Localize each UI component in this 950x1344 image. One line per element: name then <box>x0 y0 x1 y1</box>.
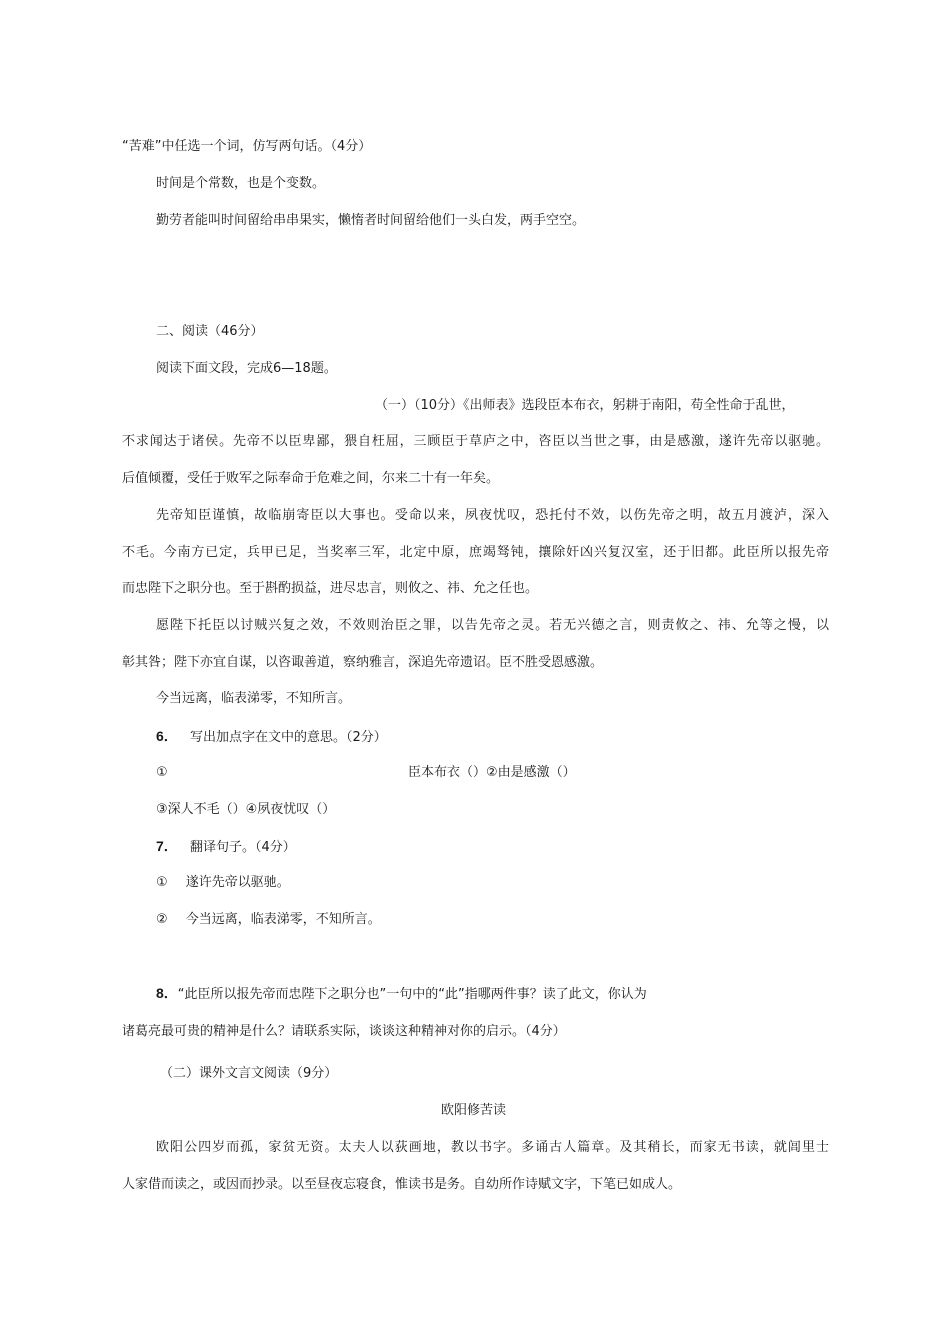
q7-item-2 <box>156 912 381 928</box>
passage-1-line: 不求闻达于诸侯。先帝不以臣卑鄙，猥自枉屈，三顾臣于草庐之中，咨臣以当世之事，由是感激，遂许先帝以驱驰。 <box>122 434 829 449</box>
passage-1-line: 不毛。今南方已定，兵甲已足，当奖率三军，北定中原，庶竭驽钝，攘除奸凶兴复汉室，还于旧都。此臣所以报先帝 <box>122 545 829 560</box>
example-sentence-2: 勤劳者能叫时间留给串串果实，懒惰者时间留给他们一头白发，两手空空。 <box>156 213 586 228</box>
passage-1-line: 愿陛下托臣以讨贼兴复之效，不效则治臣之罪，以告先帝之灵。若无兴德之言，则责攸之、祎、允等之慢，以 <box>156 618 829 633</box>
question-8 <box>156 985 647 1003</box>
question-8-line-2: 诸葛亮最可贵的精神是什么？请联系实际，谈谈这种精神对你的启示。（4分） <box>122 1024 566 1039</box>
question-7 <box>156 838 296 856</box>
passage-2-line: 人家借而读之，或因而抄录。以至昼夜忘寝食，惟读书是务。自幼所作诗赋文字，下笔已如成人。 <box>122 1177 682 1192</box>
section-heading: 二、阅读（46分） <box>156 324 264 339</box>
passage-2-label: （二）课外文言文阅读（9分） <box>160 1066 338 1081</box>
question-number: 6． <box>156 728 178 744</box>
passage-2-title: 欧阳修苦读 <box>441 1103 507 1118</box>
question-text: 翻译句子。（4分） <box>189 840 296 855</box>
q6-item-mark: ① <box>156 765 168 780</box>
item-text: 今当远离，临表涕零，不知所言。 <box>185 912 381 927</box>
question-text: 写出加点字在文中的意思。（2分） <box>189 730 387 745</box>
question-number: 8． <box>156 985 178 1001</box>
example-sentence-1: 时间是个常数，也是个变数。 <box>156 176 326 191</box>
item-text: 遂许先帝以驱驰。 <box>185 875 290 890</box>
item-mark: ① <box>156 875 168 890</box>
passage-1-label: （一）（10分）《出师表》选段臣本布衣，躬耕于南阳，苟全性命于乱世， <box>375 398 795 413</box>
section-instruction: 阅读下面文段，完成6—18题。 <box>156 361 337 376</box>
exercise-instruction: “苦难”中任选一个词，仿写两句话。（4分） <box>122 139 372 154</box>
question-number: 7． <box>156 838 178 854</box>
passage-2-line: 欧阳公四岁而孤，家贫无资。太夫人以荻画地，教以书字。多诵古人篇章。及其稍长，而家无书读，就闾里士 <box>156 1140 829 1155</box>
passage-1-line: 而忠陛下之职分也。至于斟酌损益，进尽忠言，则攸之、祎、允之任也。 <box>122 581 539 596</box>
question-text: “此臣所以报先帝而忠陛下之职分也”一句中的“此”指哪两件事？读了此文，你认为 <box>177 987 647 1002</box>
item-mark: ② <box>156 912 168 927</box>
q7-item-1 <box>156 875 290 891</box>
q6-answer-blanks: 臣本布衣（）②由是感激（） <box>408 765 576 780</box>
passage-1-line: 后值倾覆，受任于败军之际奉命于危难之间，尔来二十有一年矣。 <box>122 471 500 486</box>
passage-1-line: 彰其咎；陛下亦宜自谋，以咨诹善道，察纳雅言，深追先帝遗诏。臣不胜受恩感激。 <box>122 655 604 670</box>
question-6 <box>156 728 387 746</box>
passage-1-line: 今当远离，临表涕零，不知所言。 <box>156 691 352 706</box>
q6-answer-blanks: ③深人不毛（）④夙夜忧叹（） <box>156 802 336 817</box>
passage-1-line: 先帝知臣谨慎，故临崩寄臣以大事也。受命以来，夙夜忧叹，恐托付不效，以伤先帝之明，故五月渡泸，深入 <box>156 508 829 523</box>
